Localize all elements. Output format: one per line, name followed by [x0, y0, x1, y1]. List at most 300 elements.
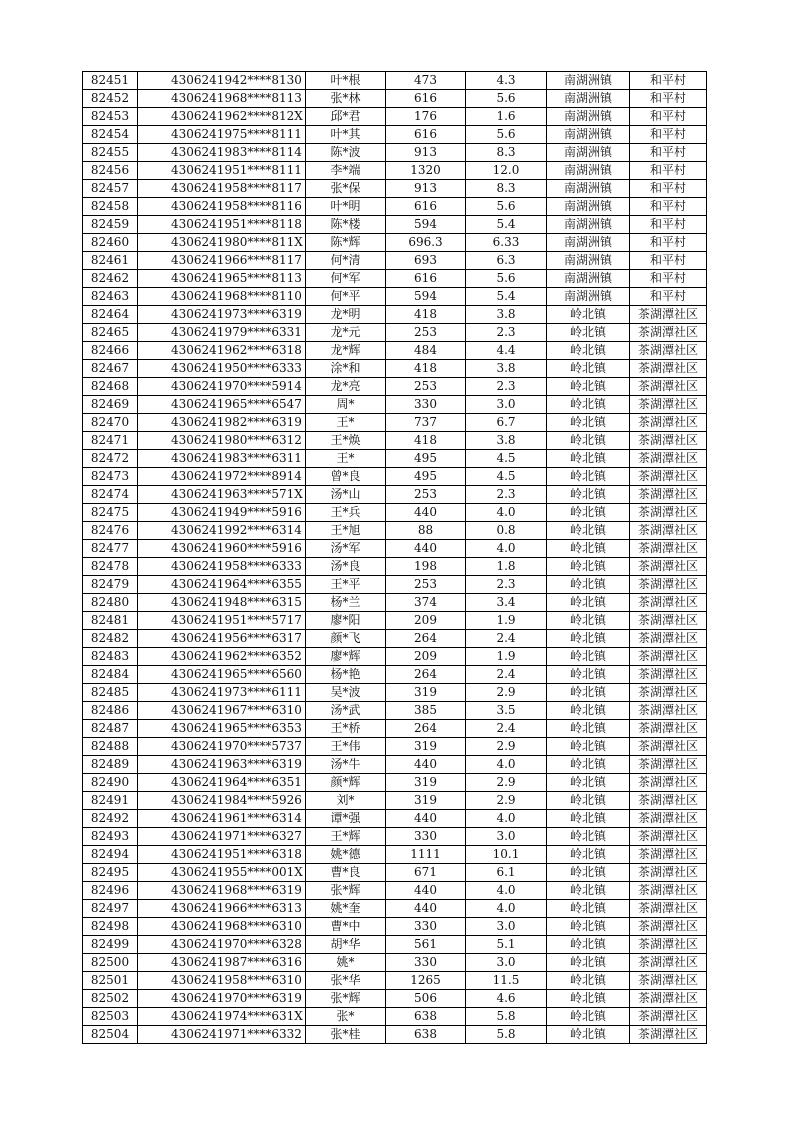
seq-cell: 82469	[83, 396, 138, 414]
village-cell: 和平村	[630, 288, 707, 306]
id-cell: 4306241974****631X	[138, 1008, 306, 1026]
table-row	[83, 576, 707, 594]
table-row	[83, 108, 707, 126]
village-cell: 茶湖潭社区	[630, 684, 707, 702]
area-cell: 2.9	[466, 774, 547, 792]
area-cell: 5.6	[466, 198, 547, 216]
name-cell: 颜*辉	[306, 774, 386, 792]
table-row	[83, 360, 707, 378]
seq-cell: 82479	[83, 576, 138, 594]
village-cell: 和平村	[630, 108, 707, 126]
table-row	[83, 288, 707, 306]
village-cell: 和平村	[630, 198, 707, 216]
records-body	[83, 72, 707, 1044]
town-cell: 南湖洲镇	[547, 126, 630, 144]
seq-cell: 82493	[83, 828, 138, 846]
seq-cell: 82461	[83, 252, 138, 270]
id-cell: 4306241956****6317	[138, 630, 306, 648]
id-cell: 4306241983****8114	[138, 144, 306, 162]
amount-cell: 253	[386, 324, 466, 342]
area-cell: 2.4	[466, 720, 547, 738]
table-row	[83, 828, 707, 846]
id-cell: 4306241970****5737	[138, 738, 306, 756]
area-cell: 5.8	[466, 1008, 547, 1026]
seq-cell: 82458	[83, 198, 138, 216]
seq-cell: 82477	[83, 540, 138, 558]
area-cell: 3.0	[466, 918, 547, 936]
table-row	[83, 918, 707, 936]
table-row	[83, 846, 707, 864]
amount-cell: 1111	[386, 846, 466, 864]
town-cell: 岭北镇	[547, 828, 630, 846]
seq-cell: 82485	[83, 684, 138, 702]
seq-cell: 82491	[83, 792, 138, 810]
seq-cell: 82470	[83, 414, 138, 432]
seq-cell: 82451	[83, 72, 138, 90]
name-cell: 汤*军	[306, 540, 386, 558]
name-cell: 张*辉	[306, 990, 386, 1008]
name-cell: 张*林	[306, 90, 386, 108]
town-cell: 岭北镇	[547, 882, 630, 900]
table-row	[83, 216, 707, 234]
village-cell: 茶湖潭社区	[630, 576, 707, 594]
name-cell: 周*	[306, 396, 386, 414]
amount-cell: 253	[386, 486, 466, 504]
village-cell: 茶湖潭社区	[630, 774, 707, 792]
table-row	[83, 972, 707, 990]
id-cell: 4306241958****6333	[138, 558, 306, 576]
table-row	[83, 180, 707, 198]
amount-cell: 440	[386, 756, 466, 774]
data-sheet	[82, 71, 707, 1044]
area-cell: 6.33	[466, 234, 547, 252]
town-cell: 南湖洲镇	[547, 108, 630, 126]
name-cell: 龙*辉	[306, 342, 386, 360]
village-cell: 茶湖潭社区	[630, 324, 707, 342]
id-cell: 4306241968****8113	[138, 90, 306, 108]
village-cell: 和平村	[630, 252, 707, 270]
village-cell: 和平村	[630, 216, 707, 234]
table-row	[83, 90, 707, 108]
id-cell: 4306241980****6312	[138, 432, 306, 450]
amount-cell: 88	[386, 522, 466, 540]
id-cell: 4306241983****6311	[138, 450, 306, 468]
seq-cell: 82503	[83, 1008, 138, 1026]
town-cell: 岭北镇	[547, 684, 630, 702]
village-cell: 茶湖潭社区	[630, 846, 707, 864]
village-cell: 茶湖潭社区	[630, 504, 707, 522]
town-cell: 南湖洲镇	[547, 216, 630, 234]
village-cell: 茶湖潭社区	[630, 342, 707, 360]
name-cell: 杨*兰	[306, 594, 386, 612]
amount-cell: 440	[386, 504, 466, 522]
town-cell: 岭北镇	[547, 810, 630, 828]
town-cell: 岭北镇	[547, 558, 630, 576]
town-cell: 南湖洲镇	[547, 270, 630, 288]
area-cell: 5.6	[466, 90, 547, 108]
town-cell: 岭北镇	[547, 990, 630, 1008]
amount-cell: 385	[386, 702, 466, 720]
area-cell: 6.1	[466, 864, 547, 882]
name-cell: 姚*	[306, 954, 386, 972]
seq-cell: 82495	[83, 864, 138, 882]
area-cell: 4.0	[466, 810, 547, 828]
seq-cell: 82494	[83, 846, 138, 864]
amount-cell: 440	[386, 810, 466, 828]
area-cell: 1.9	[466, 612, 547, 630]
amount-cell: 506	[386, 990, 466, 1008]
id-cell: 4306241960****5916	[138, 540, 306, 558]
village-cell: 和平村	[630, 162, 707, 180]
id-cell: 4306241973****6111	[138, 684, 306, 702]
id-cell: 4306241965****6547	[138, 396, 306, 414]
table-row	[83, 936, 707, 954]
area-cell: 2.3	[466, 486, 547, 504]
table-row	[83, 378, 707, 396]
amount-cell: 209	[386, 612, 466, 630]
town-cell: 岭北镇	[547, 306, 630, 324]
area-cell: 2.9	[466, 738, 547, 756]
village-cell: 茶湖潭社区	[630, 792, 707, 810]
village-cell: 茶湖潭社区	[630, 666, 707, 684]
village-cell: 茶湖潭社区	[630, 954, 707, 972]
seq-cell: 82496	[83, 882, 138, 900]
table-row	[83, 342, 707, 360]
town-cell: 岭北镇	[547, 432, 630, 450]
area-cell: 2.9	[466, 684, 547, 702]
town-cell: 南湖洲镇	[547, 162, 630, 180]
seq-cell: 82472	[83, 450, 138, 468]
id-cell: 4306241951****5717	[138, 612, 306, 630]
area-cell: 5.4	[466, 216, 547, 234]
table-row	[83, 666, 707, 684]
village-cell: 茶湖潭社区	[630, 306, 707, 324]
name-cell: 李*端	[306, 162, 386, 180]
id-cell: 4306241962****6318	[138, 342, 306, 360]
amount-cell: 473	[386, 72, 466, 90]
amount-cell: 594	[386, 216, 466, 234]
town-cell: 岭北镇	[547, 468, 630, 486]
town-cell: 岭北镇	[547, 900, 630, 918]
name-cell: 廖*阳	[306, 612, 386, 630]
amount-cell: 264	[386, 630, 466, 648]
records-table	[82, 71, 707, 1044]
seq-cell: 82497	[83, 900, 138, 918]
area-cell: 3.5	[466, 702, 547, 720]
id-cell: 4306241966****6313	[138, 900, 306, 918]
area-cell: 3.4	[466, 594, 547, 612]
village-cell: 茶湖潭社区	[630, 378, 707, 396]
seq-cell: 82492	[83, 810, 138, 828]
name-cell: 张*	[306, 1008, 386, 1026]
name-cell: 叶*根	[306, 72, 386, 90]
seq-cell: 82478	[83, 558, 138, 576]
id-cell: 4306241982****6319	[138, 414, 306, 432]
seq-cell: 82468	[83, 378, 138, 396]
id-cell: 4306241955****001X	[138, 864, 306, 882]
seq-cell: 82501	[83, 972, 138, 990]
area-cell: 4.3	[466, 72, 547, 90]
town-cell: 南湖洲镇	[547, 252, 630, 270]
id-cell: 4306241965****6560	[138, 666, 306, 684]
table-row	[83, 954, 707, 972]
table-row	[83, 252, 707, 270]
area-cell: 4.0	[466, 900, 547, 918]
area-cell: 4.0	[466, 504, 547, 522]
name-cell: 王*	[306, 450, 386, 468]
table-row	[83, 450, 707, 468]
village-cell: 茶湖潭社区	[630, 1026, 707, 1044]
area-cell: 6.3	[466, 252, 547, 270]
table-row	[83, 900, 707, 918]
seq-cell: 82465	[83, 324, 138, 342]
amount-cell: 418	[386, 306, 466, 324]
table-row	[83, 684, 707, 702]
area-cell: 5.8	[466, 1026, 547, 1044]
village-cell: 茶湖潭社区	[630, 558, 707, 576]
area-cell: 4.4	[466, 342, 547, 360]
table-row	[83, 306, 707, 324]
seq-cell: 82459	[83, 216, 138, 234]
name-cell: 何*军	[306, 270, 386, 288]
id-cell: 4306241980****811X	[138, 234, 306, 252]
amount-cell: 264	[386, 720, 466, 738]
id-cell: 4306241964****6355	[138, 576, 306, 594]
amount-cell: 198	[386, 558, 466, 576]
name-cell: 王*伟	[306, 738, 386, 756]
id-cell: 4306241987****6316	[138, 954, 306, 972]
area-cell: 3.8	[466, 306, 547, 324]
id-cell: 4306241965****6353	[138, 720, 306, 738]
town-cell: 岭北镇	[547, 756, 630, 774]
village-cell: 茶湖潭社区	[630, 828, 707, 846]
village-cell: 和平村	[630, 144, 707, 162]
id-cell: 4306241979****6331	[138, 324, 306, 342]
village-cell: 和平村	[630, 180, 707, 198]
table-row	[83, 756, 707, 774]
town-cell: 岭北镇	[547, 360, 630, 378]
id-cell: 4306241972****8914	[138, 468, 306, 486]
area-cell: 10.1	[466, 846, 547, 864]
village-cell: 和平村	[630, 90, 707, 108]
amount-cell: 671	[386, 864, 466, 882]
amount-cell: 176	[386, 108, 466, 126]
area-cell: 5.6	[466, 270, 547, 288]
name-cell: 张*桂	[306, 1026, 386, 1044]
name-cell: 张*保	[306, 180, 386, 198]
seq-cell: 82483	[83, 648, 138, 666]
town-cell: 岭北镇	[547, 414, 630, 432]
town-cell: 岭北镇	[547, 918, 630, 936]
area-cell: 1.9	[466, 648, 547, 666]
village-cell: 茶湖潭社区	[630, 882, 707, 900]
id-cell: 4306241970****6319	[138, 990, 306, 1008]
table-row	[83, 234, 707, 252]
seq-cell: 82455	[83, 144, 138, 162]
seq-cell: 82457	[83, 180, 138, 198]
name-cell: 龙*元	[306, 324, 386, 342]
table-row	[83, 414, 707, 432]
village-cell: 和平村	[630, 72, 707, 90]
town-cell: 南湖洲镇	[547, 198, 630, 216]
town-cell: 岭北镇	[547, 864, 630, 882]
village-cell: 茶湖潭社区	[630, 594, 707, 612]
seq-cell: 82487	[83, 720, 138, 738]
village-cell: 茶湖潭社区	[630, 738, 707, 756]
village-cell: 茶湖潭社区	[630, 414, 707, 432]
seq-cell: 82502	[83, 990, 138, 1008]
seq-cell: 82464	[83, 306, 138, 324]
name-cell: 邱*君	[306, 108, 386, 126]
area-cell: 4.5	[466, 450, 547, 468]
name-cell: 王*焕	[306, 432, 386, 450]
seq-cell: 82474	[83, 486, 138, 504]
amount-cell: 440	[386, 882, 466, 900]
area-cell: 1.8	[466, 558, 547, 576]
seq-cell: 82482	[83, 630, 138, 648]
id-cell: 4306241948****6315	[138, 594, 306, 612]
area-cell: 2.3	[466, 324, 547, 342]
village-cell: 茶湖潭社区	[630, 810, 707, 828]
town-cell: 岭北镇	[547, 972, 630, 990]
amount-cell: 330	[386, 396, 466, 414]
area-cell: 2.9	[466, 792, 547, 810]
table-row	[83, 810, 707, 828]
table-row	[83, 612, 707, 630]
amount-cell: 374	[386, 594, 466, 612]
town-cell: 岭北镇	[547, 612, 630, 630]
village-cell: 茶湖潭社区	[630, 630, 707, 648]
amount-cell: 484	[386, 342, 466, 360]
id-cell: 4306241958****6310	[138, 972, 306, 990]
name-cell: 姚*奎	[306, 900, 386, 918]
area-cell: 2.4	[466, 630, 547, 648]
area-cell: 2.3	[466, 378, 547, 396]
name-cell: 廖*辉	[306, 648, 386, 666]
area-cell: 2.4	[466, 666, 547, 684]
table-row	[83, 882, 707, 900]
town-cell: 岭北镇	[547, 702, 630, 720]
village-cell: 茶湖潭社区	[630, 756, 707, 774]
town-cell: 岭北镇	[547, 324, 630, 342]
amount-cell: 319	[386, 684, 466, 702]
name-cell: 刘*	[306, 792, 386, 810]
id-cell: 4306241963****571X	[138, 486, 306, 504]
village-cell: 茶湖潭社区	[630, 540, 707, 558]
id-cell: 4306241958****8116	[138, 198, 306, 216]
table-row	[83, 1008, 707, 1026]
village-cell: 茶湖潭社区	[630, 1008, 707, 1026]
town-cell: 南湖洲镇	[547, 90, 630, 108]
seq-cell: 82480	[83, 594, 138, 612]
name-cell: 汤*牛	[306, 756, 386, 774]
table-row	[83, 702, 707, 720]
seq-cell: 82481	[83, 612, 138, 630]
id-cell: 4306241971****6327	[138, 828, 306, 846]
area-cell: 0.8	[466, 522, 547, 540]
area-cell: 3.8	[466, 432, 547, 450]
id-cell: 4306241975****8111	[138, 126, 306, 144]
town-cell: 南湖洲镇	[547, 180, 630, 198]
town-cell: 南湖洲镇	[547, 72, 630, 90]
town-cell: 岭北镇	[547, 666, 630, 684]
village-cell: 茶湖潭社区	[630, 918, 707, 936]
area-cell: 12.0	[466, 162, 547, 180]
village-cell: 茶湖潭社区	[630, 702, 707, 720]
id-cell: 4306241962****812X	[138, 108, 306, 126]
table-row	[83, 630, 707, 648]
amount-cell: 264	[386, 666, 466, 684]
name-cell: 叶*明	[306, 198, 386, 216]
name-cell: 杨*艳	[306, 666, 386, 684]
name-cell: 汤*山	[306, 486, 386, 504]
village-cell: 茶湖潭社区	[630, 522, 707, 540]
area-cell: 8.3	[466, 180, 547, 198]
area-cell: 3.0	[466, 954, 547, 972]
town-cell: 岭北镇	[547, 342, 630, 360]
town-cell: 岭北镇	[547, 594, 630, 612]
seq-cell: 82498	[83, 918, 138, 936]
village-cell: 茶湖潭社区	[630, 648, 707, 666]
id-cell: 4306241962****6352	[138, 648, 306, 666]
amount-cell: 440	[386, 540, 466, 558]
table-row	[83, 468, 707, 486]
amount-cell: 418	[386, 360, 466, 378]
amount-cell: 253	[386, 378, 466, 396]
seq-cell: 82486	[83, 702, 138, 720]
area-cell: 5.4	[466, 288, 547, 306]
area-cell: 4.0	[466, 540, 547, 558]
name-cell: 王*平	[306, 576, 386, 594]
town-cell: 岭北镇	[547, 1008, 630, 1026]
name-cell: 姚*德	[306, 846, 386, 864]
id-cell: 4306241968****6319	[138, 882, 306, 900]
name-cell: 胡*华	[306, 936, 386, 954]
name-cell: 曹*良	[306, 864, 386, 882]
town-cell: 岭北镇	[547, 450, 630, 468]
name-cell: 谭*强	[306, 810, 386, 828]
seq-cell: 82467	[83, 360, 138, 378]
town-cell: 岭北镇	[547, 954, 630, 972]
village-cell: 茶湖潭社区	[630, 432, 707, 450]
amount-cell: 913	[386, 144, 466, 162]
table-row	[83, 774, 707, 792]
village-cell: 茶湖潭社区	[630, 396, 707, 414]
table-row	[83, 432, 707, 450]
village-cell: 茶湖潭社区	[630, 990, 707, 1008]
village-cell: 茶湖潭社区	[630, 864, 707, 882]
table-row	[83, 594, 707, 612]
table-row	[83, 864, 707, 882]
amount-cell: 440	[386, 900, 466, 918]
id-cell: 4306241951****6318	[138, 846, 306, 864]
id-cell: 4306241966****8117	[138, 252, 306, 270]
amount-cell: 330	[386, 918, 466, 936]
name-cell: 涂*和	[306, 360, 386, 378]
village-cell: 茶湖潭社区	[630, 972, 707, 990]
village-cell: 茶湖潭社区	[630, 486, 707, 504]
amount-cell: 330	[386, 828, 466, 846]
area-cell: 8.3	[466, 144, 547, 162]
amount-cell: 319	[386, 774, 466, 792]
seq-cell: 82463	[83, 288, 138, 306]
name-cell: 曹*中	[306, 918, 386, 936]
seq-cell: 82504	[83, 1026, 138, 1044]
area-cell: 4.0	[466, 882, 547, 900]
amount-cell: 638	[386, 1026, 466, 1044]
village-cell: 茶湖潭社区	[630, 450, 707, 468]
amount-cell: 561	[386, 936, 466, 954]
